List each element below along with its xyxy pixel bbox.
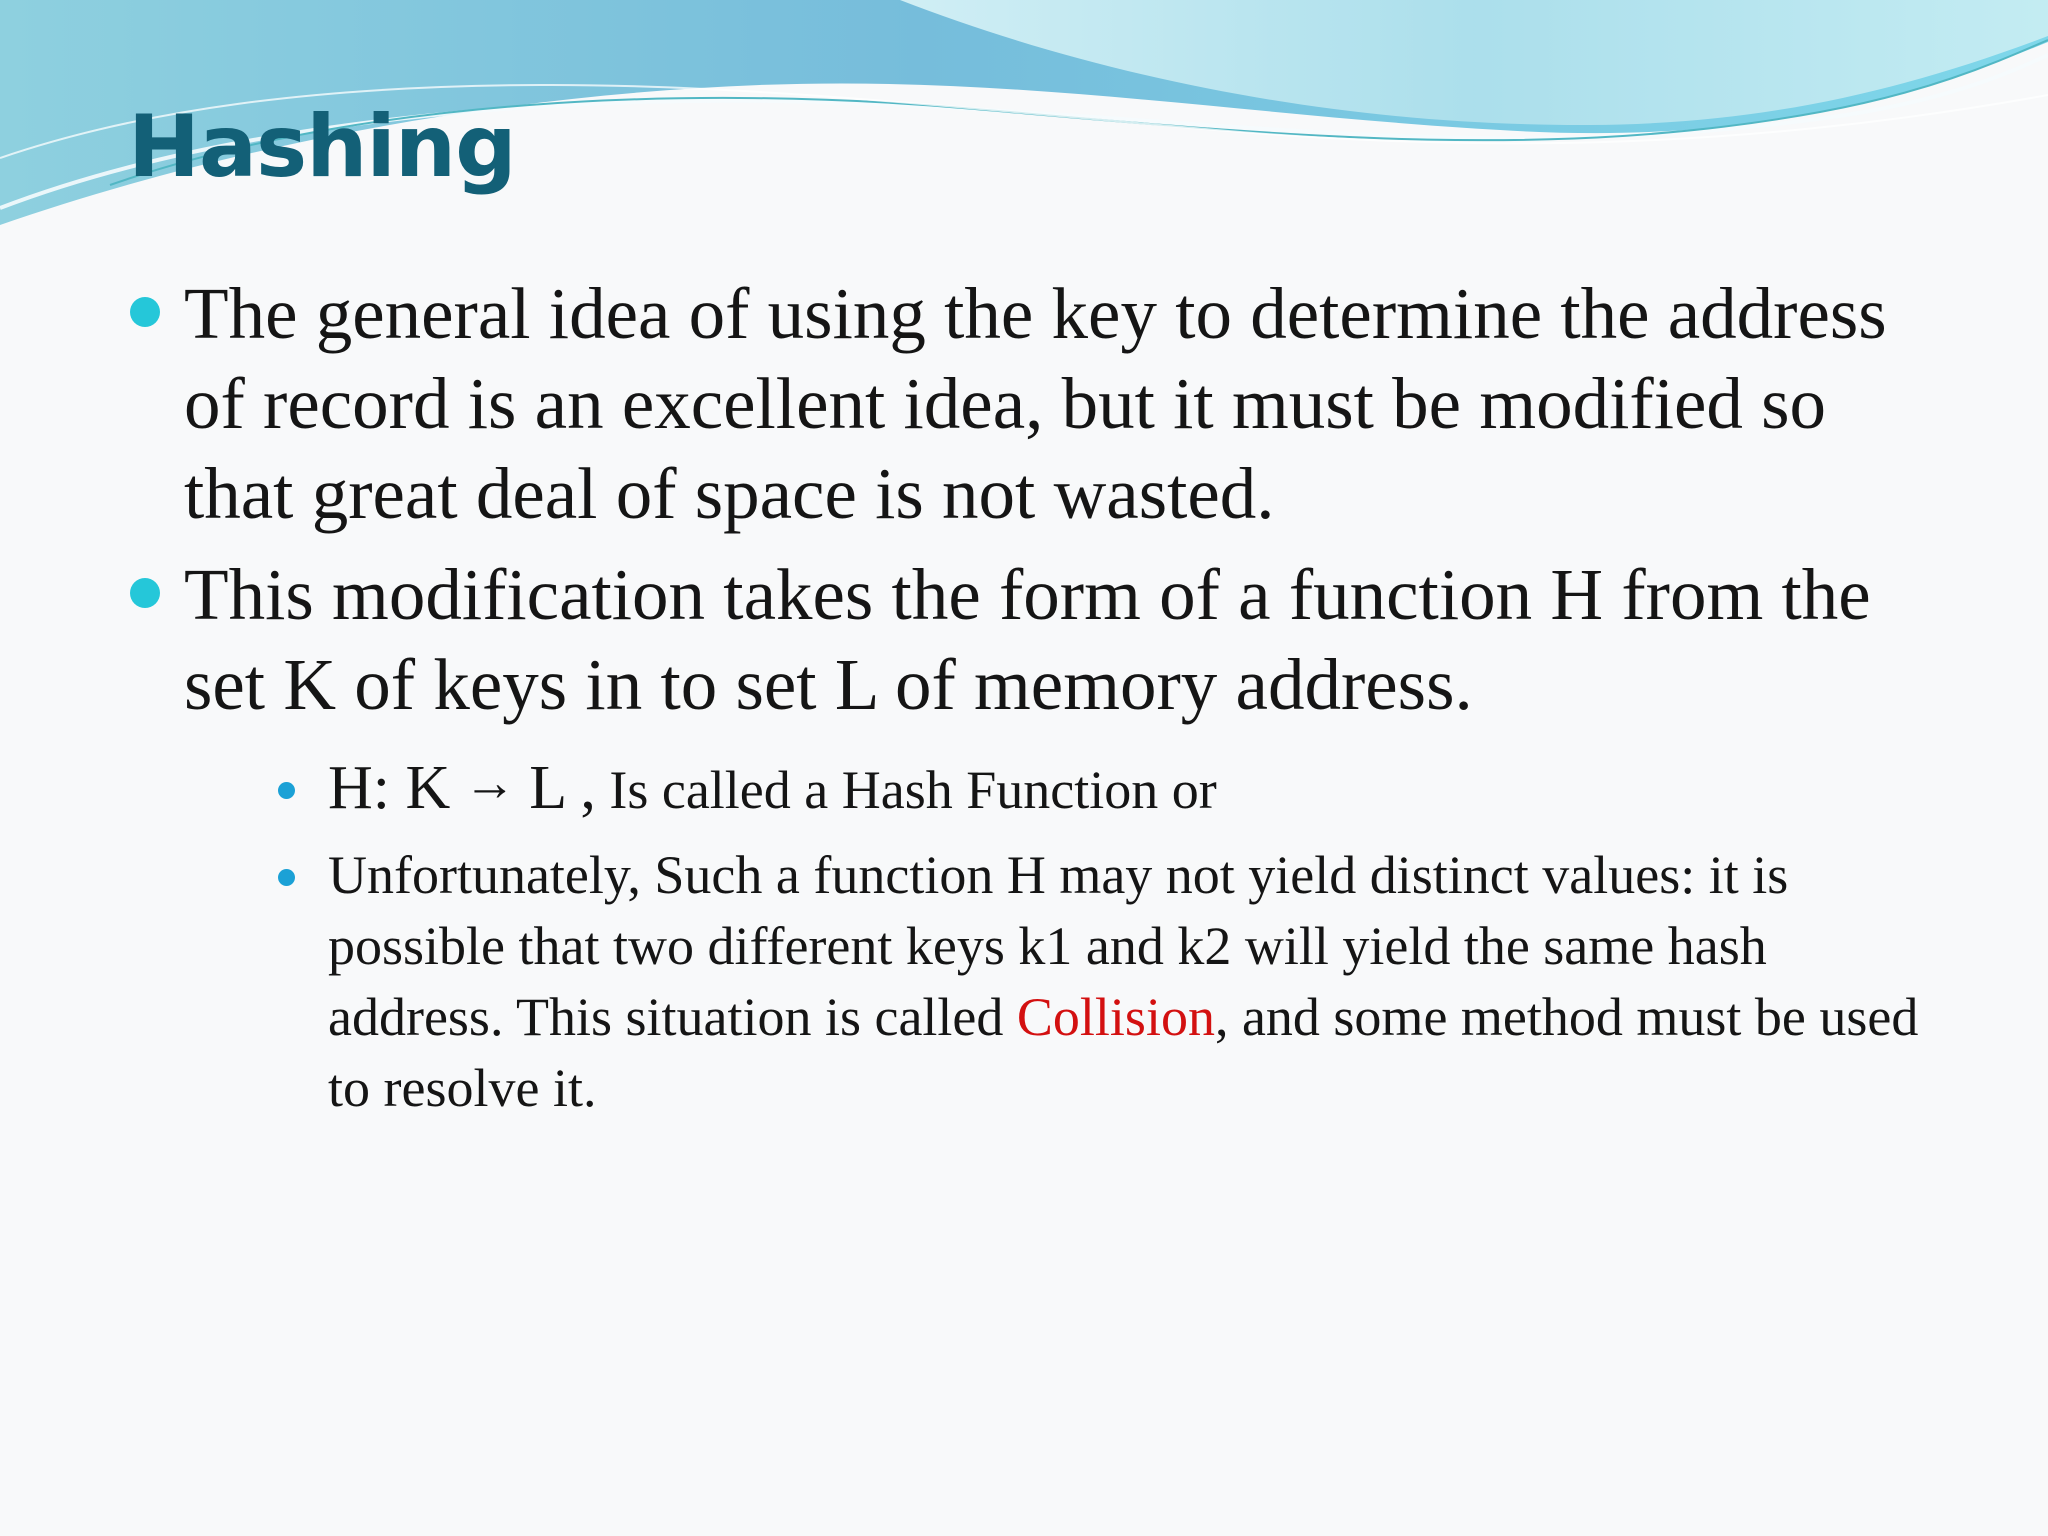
sub-bullet-marker bbox=[278, 782, 295, 799]
collision-text-before: Unfortunately, Such a function H may not yield distinct values: it is possible that two different keys k1 and k2 will yield the same hash address. This situation is called bbox=[328, 845, 1789, 1047]
hash-formula-end: L , bbox=[529, 754, 596, 822]
bullet-text: The general idea of using the key to determine the address of record is an excellent idea, but it must be modified so that great deal of space is not wasted. bbox=[184, 273, 1887, 534]
collision-highlight: Collision bbox=[1016, 987, 1215, 1047]
bullet-marker bbox=[130, 297, 160, 327]
sub-bullet-marker bbox=[278, 869, 295, 886]
bullet-text: This modification takes the form of a function H from the set K of keys in to set L of memory address. bbox=[184, 554, 1871, 725]
bullet-hashing-idea bbox=[184, 269, 1944, 539]
right-arrow-icon: → bbox=[463, 755, 516, 812]
sub-bullet-collision bbox=[328, 840, 1928, 1124]
hash-function-description: Is called a Hash Function or bbox=[609, 760, 1217, 820]
collision-text-after: , and some method must be used to resolve it. bbox=[328, 987, 1919, 1118]
hash-formula-start: H: K bbox=[328, 754, 451, 822]
bullet-marker bbox=[130, 578, 160, 608]
sub-bullet-hash-function bbox=[328, 753, 1928, 827]
slide-title: Hashing bbox=[128, 97, 516, 197]
bullet-hash-function-definition bbox=[184, 550, 1944, 730]
